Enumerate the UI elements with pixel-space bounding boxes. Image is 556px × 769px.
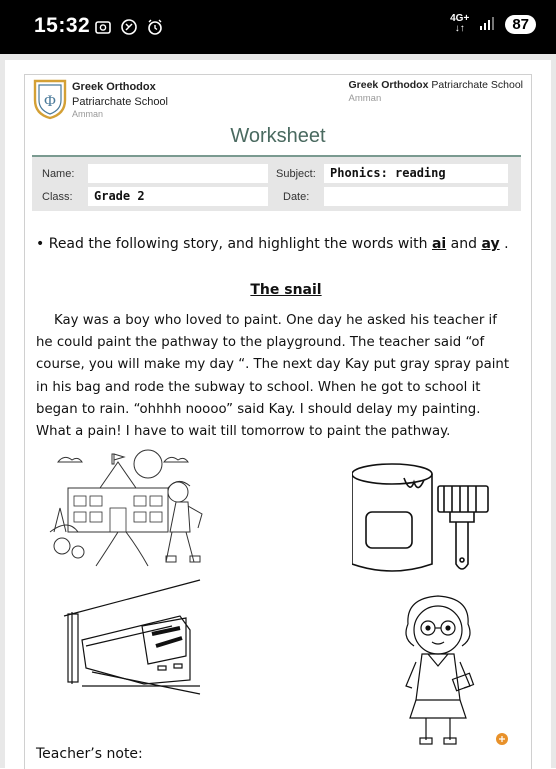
teacher-girl-illustration (388, 590, 488, 748)
student-info-form (32, 155, 521, 211)
pattern-ai: ai (431, 236, 447, 252)
network-indicator: 4G+ ↓↑ (450, 13, 470, 34)
school-name-right: Greek Orthodox Patriarchate School Amman (348, 79, 523, 104)
pattern-ay: ay (481, 236, 500, 252)
teacher-note-label: Teacher’s note: (36, 746, 143, 762)
subway-train-illustration (62, 576, 202, 700)
story-text (36, 310, 516, 443)
worksheet-title: Worksheet (230, 125, 326, 147)
date-field[interactable] (324, 187, 508, 206)
name-label: Name: (42, 168, 75, 180)
battery-level: 87 (512, 15, 529, 33)
bullet: • (36, 236, 45, 252)
school-boy-illustration (48, 448, 218, 572)
date-label: Date: (283, 191, 310, 203)
svg-text:Φ: Φ (44, 93, 56, 110)
class-field[interactable]: Grade 2 (88, 187, 268, 206)
story-paragraph: Kay was a boy who loved to paint. One day he asked his teacher if he could paint the pathway to the playground. The teacher said “of course, you will make my day “. The next day Kay put gray spray paint in his bag and rode the subway to school. When he got to school it began to rain. “ohhhh noooo” said Kay. I should delay my painting. What a pain! I have to wait till tomorrow to paint the pathway. (36, 313, 510, 440)
class-label: Class: (42, 191, 73, 203)
school-name-left: Greek Orthodox Patriarchate School Amman (72, 81, 168, 119)
instruction: • Read the following story, and highlight the words with ai and ay . (36, 236, 509, 252)
app-notification-icon (120, 18, 138, 36)
orange-badge-icon[interactable] (495, 732, 509, 746)
status-time: 15:32 (34, 14, 91, 37)
school-logo-icon (32, 78, 68, 120)
name-field[interactable] (88, 164, 268, 183)
story-title: The snail (250, 282, 322, 298)
battery-indicator (505, 15, 536, 34)
paint-can-brush-illustration (352, 460, 492, 578)
alarm-icon (146, 18, 164, 36)
signal-icon (479, 17, 495, 31)
notification-icons (94, 18, 164, 36)
status-right (450, 14, 536, 34)
status-bar (0, 0, 556, 54)
subject-label: Subject: (276, 168, 316, 180)
subject-field[interactable]: Phonics: reading (324, 164, 508, 183)
screenshot-icon (94, 18, 112, 36)
